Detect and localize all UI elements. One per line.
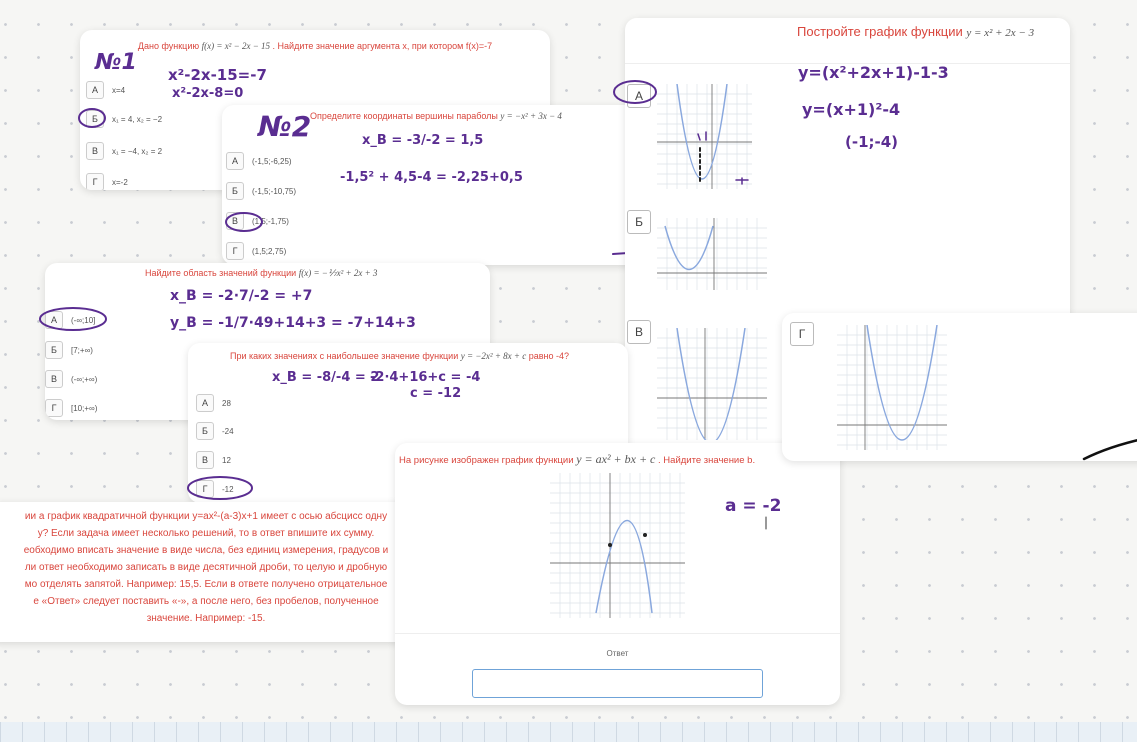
option-v[interactable]: В <box>627 320 651 344</box>
handwritten-number-2: №2 <box>258 110 312 143</box>
handwritten-vertex-x: x_B = -8/-4 = 2 <box>272 370 380 385</box>
question-text-6: ии а график квадратичной функции y=ax²-(a-3)x+1 имеет с осью абсцисс одну у? Если задача имеет несколько решений, то в ответ впишите их сумму. еобходимо вписать значение в виде числа, без единиц измерения, градусов и ли ответ необходимо записать в виде десятичной дроби, то целую и дробную мо отделять запятой. Например: 15,5. Если в ответе получено отрицательное е «Ответ» следует поставить «-», а после него, без пробелов, полученное значение. Например: -15. <box>23 511 389 624</box>
question-title-7: На рисунке изображен график функции y = ax² + bx + c . Найдите значение b. <box>399 452 756 466</box>
handwritten-number-1: №1 <box>95 50 137 75</box>
handwritten-equation: c = -12 <box>410 386 462 401</box>
handwritten-equation: y=(x²+2x+1)-1-3 <box>798 63 949 82</box>
option-b[interactable]: Б x₁ = 4, x₂ = −2 <box>86 110 162 128</box>
option-g[interactable]: Г -12 <box>196 480 234 498</box>
option-a[interactable]: А x=4 <box>86 81 125 99</box>
handwritten-circle <box>77 106 107 130</box>
question-card-7 <box>395 443 840 705</box>
ruler-strip <box>0 722 1137 742</box>
handwritten-circle <box>612 78 658 106</box>
option-v[interactable]: В (1,5;-1,75) <box>226 212 289 230</box>
handwritten-circle <box>186 474 254 502</box>
handwritten-equation: y=(x+1)²-4 <box>802 100 901 119</box>
option-v[interactable]: В 12 <box>196 451 231 469</box>
handwritten-circle <box>38 306 108 332</box>
handwritten-vertex: (-1;-4) <box>845 133 899 151</box>
handwritten-equation: x²-2x-8=0 <box>172 86 244 101</box>
graph-option-card-g <box>782 313 1137 461</box>
option-g[interactable]: Г [10;+∞) <box>45 399 97 417</box>
question-title-1: Дано функцию f(x) = x² − 2x − 15 . Найдите значение аргумента x, при котором f(x)=-7 <box>137 41 493 51</box>
graph-option-b[interactable] <box>657 218 767 290</box>
option-v[interactable]: В (-∞;+∞) <box>45 370 97 388</box>
graph-option-v[interactable] <box>657 328 767 440</box>
question-title-2: Определите координаты вершины параболы y = −x² + 3x − 4 <box>310 111 562 121</box>
graph-q7 <box>550 473 685 618</box>
graph-option-g[interactable] <box>837 325 947 450</box>
handwritten-vertex-y: y_B = -1/7·49+14+3 = -7+14+3 <box>170 315 416 331</box>
option-a[interactable]: А (-∞;10] <box>45 311 95 329</box>
handwritten-vertex-x: x_B = -2·7/-2 = +7 <box>170 288 313 304</box>
question-card-6 <box>0 502 424 642</box>
handwritten-circle <box>224 210 264 234</box>
answer-label: Ответ <box>606 649 629 658</box>
option-g[interactable]: Г <box>790 322 814 346</box>
option-b[interactable]: Б <box>627 210 651 234</box>
divider <box>395 633 840 634</box>
option-b[interactable]: Б (-1,5;-10,75) <box>226 182 296 200</box>
option-a[interactable]: А <box>627 84 651 108</box>
question-title-4: При каких значениях c наибольшее значение функции y = −2x² + 8x + c равно -4? <box>230 351 570 361</box>
handwritten-vertex-y: -1,5² + 4,5-4 = -2,25+0,5 <box>340 170 523 185</box>
answer-input[interactable] <box>472 669 763 698</box>
option-b[interactable]: Б -24 <box>196 422 234 440</box>
handwritten-answer: a = -2 <box>725 496 782 516</box>
option-g[interactable]: Г x=-2 <box>86 173 128 190</box>
handwritten-stroke <box>1082 433 1137 461</box>
handwritten-equation: x²-2x-15=-7 <box>168 66 267 84</box>
handwritten-mark <box>690 126 760 190</box>
option-g[interactable]: Г (1,5;2,75) <box>226 242 286 260</box>
handwritten-vertex-x: x_B = -3/-2 = 1,5 <box>362 133 484 148</box>
text-cursor <box>764 516 768 530</box>
option-a[interactable]: А 28 <box>196 394 231 412</box>
option-v[interactable]: В x₁ = −4, x₂ = 2 <box>86 142 162 160</box>
question-title-5: Постройте график функции y = x² + 2x − 3 <box>797 24 1035 39</box>
option-a[interactable]: А (-1,5;-6,25) <box>226 152 292 170</box>
option-b[interactable]: Б [7;+∞) <box>45 341 93 359</box>
handwritten-equation: -2·4+16+c = -4 <box>370 370 481 385</box>
question-title-3: Найдите область значений функции f(x) = −⅐x² + 2x + 3 <box>145 268 378 278</box>
